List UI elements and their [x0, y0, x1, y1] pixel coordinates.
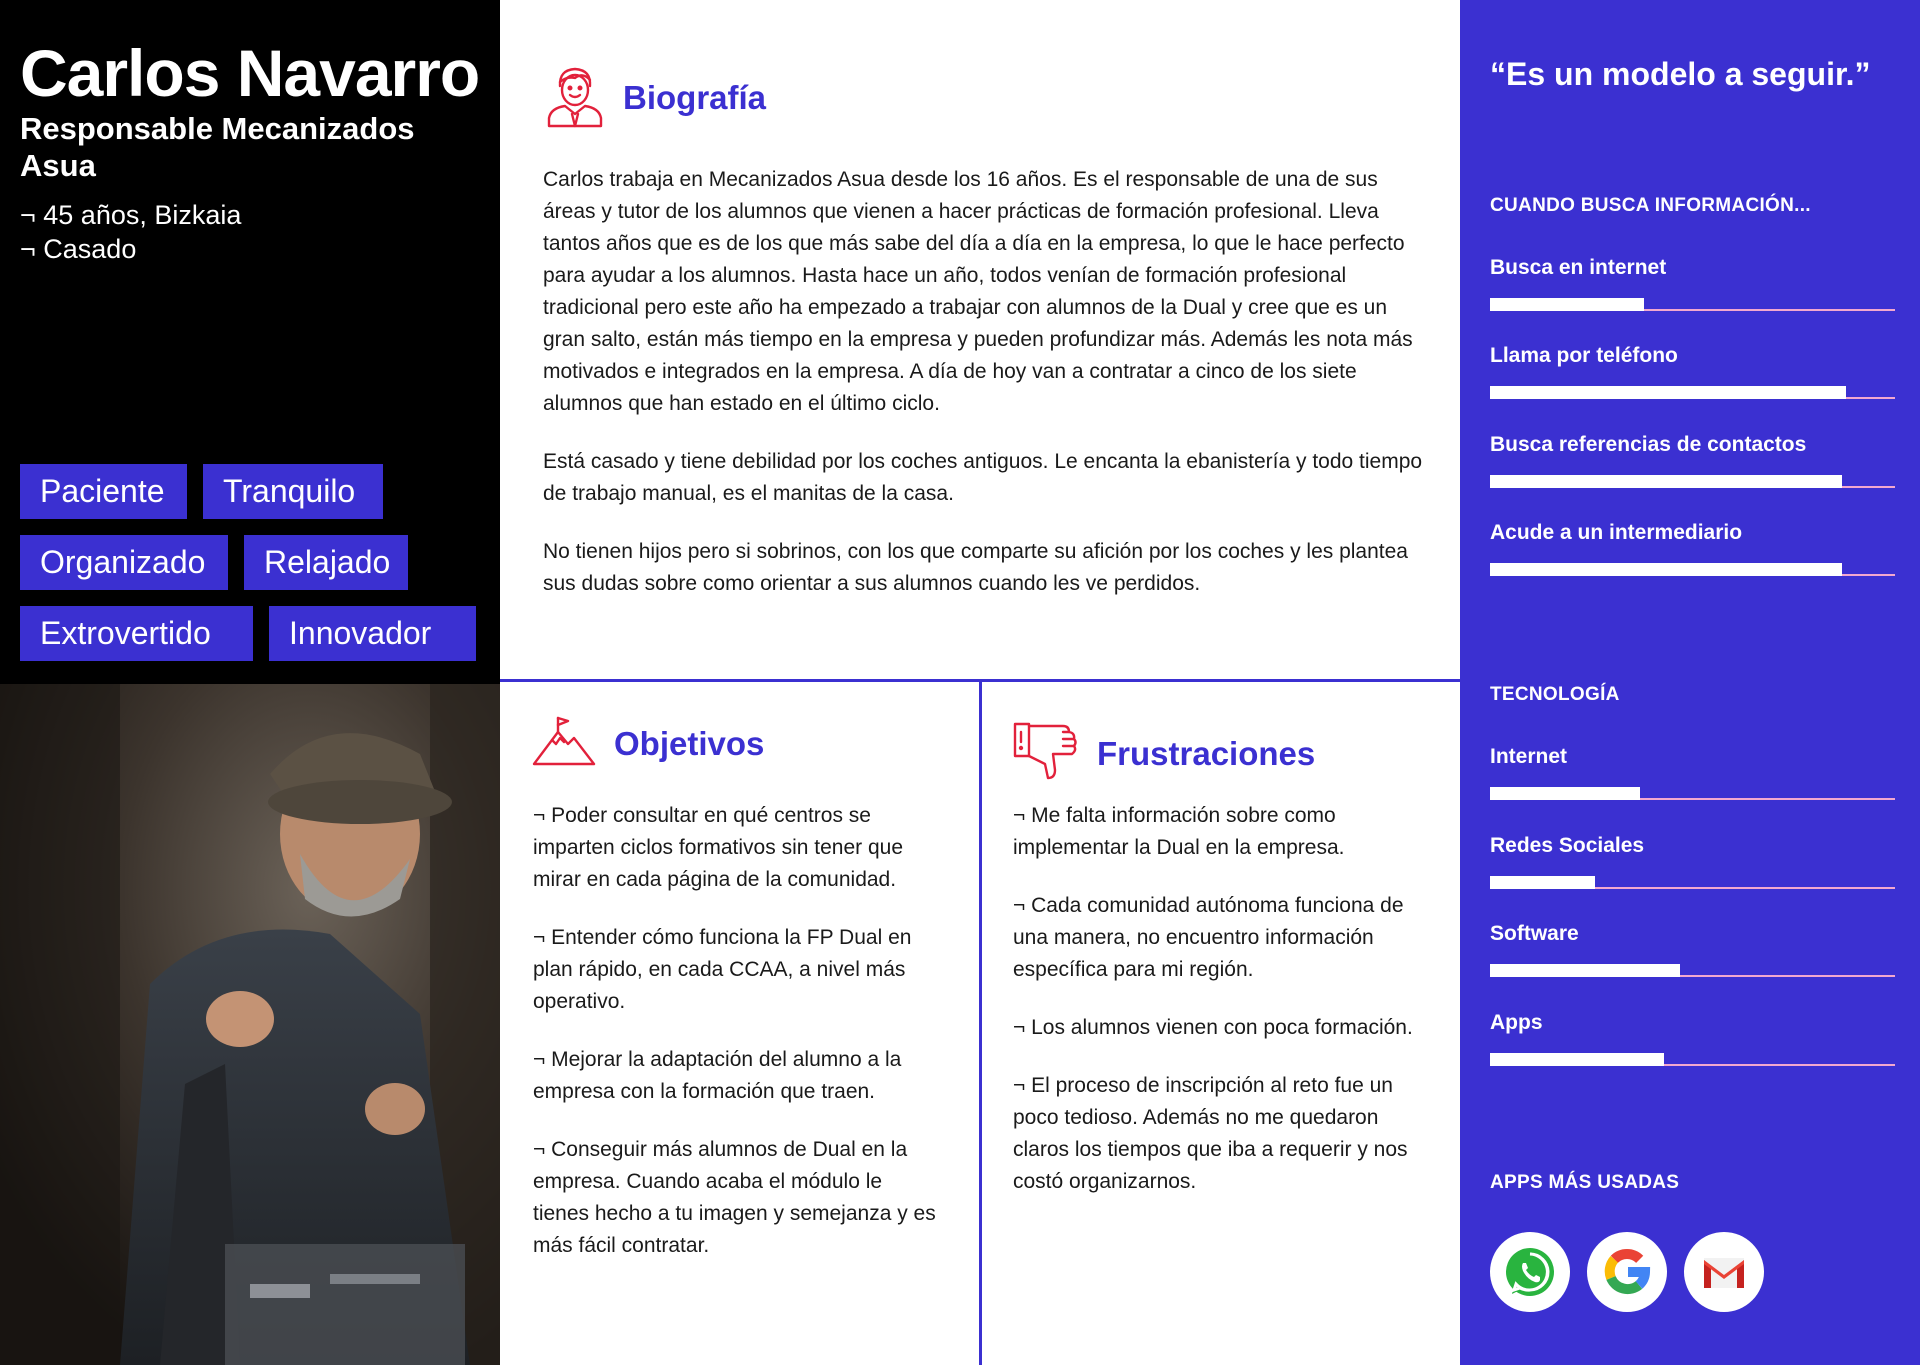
metric-redes-sociales: [1490, 834, 1895, 890]
metric-label: Software: [1490, 922, 1579, 945]
biography-paragraph: Carlos trabaja en Mecanizados Asua desde los 16 años. Es el responsable de una de sus áreas y tutor de los alumnos que vienen a hacer prácticas de formación profesional. Lleva tantos años que es de los que más sabe del día a día en la empresa, lo que le hace perfecto para ayudar a los alumnos. Hasta hace un año, todos venían de formación profesional tradicional pero este año ha empezado a trabajar con alumnos de la Dual y cree que es un gran salto, están más tiempo en la empresa y pueden profundizar más. Además les nota más motivados e integrados en la empresa. A día de hoy van a contratar a cinco de los siete alumnos que han estado en el último ciclo.: [543, 168, 1413, 415]
progress-bar: [1490, 1053, 1895, 1067]
progress-bar: [1490, 876, 1895, 890]
tag-paciente: Paciente: [20, 464, 187, 519]
metric-apps: [1490, 1011, 1895, 1067]
progress-bar: [1490, 563, 1895, 577]
metric-label: Llama por teléfono: [1490, 344, 1678, 367]
tag-innovador: Innovador: [269, 606, 476, 661]
frustrations-title: Frustraciones: [1097, 734, 1316, 772]
biography-paragraph: No tienen hijos pero si sobrinos, con los que comparte su afición por los coches y les plantea sus dudas sobre como orientar a sus alumnos cuando les ve perdidos.: [543, 540, 1408, 595]
list-item: ¬ El proceso de inscripción al reto fue un poco tedioso. Además no me quedaron claros los tiempos que iba a requerir y nos costó organizarnos.: [1013, 1074, 1408, 1193]
metric-busca-internet: [1490, 256, 1895, 312]
metric-label: Internet: [1490, 745, 1568, 768]
list-item: ¬ Me falta información sobre como implementar la Dual en la empresa.: [1013, 804, 1345, 859]
biography-text: [543, 164, 1423, 626]
fact-age-location: ¬ 45 años, Bizkaia: [20, 200, 242, 230]
metric-label: Redes Sociales: [1490, 834, 1645, 857]
info-section-title: CUANDO BUSCA INFORMACIÓN...: [1490, 195, 1811, 216]
column-divider: [979, 679, 982, 1365]
gmail-icon: [1684, 1232, 1764, 1312]
progress-bar: [1490, 964, 1895, 978]
persona-facts: [20, 198, 241, 266]
apps-section-title: APPS MÁS USADAS: [1490, 1172, 1680, 1193]
whatsapp-icon: [1490, 1232, 1570, 1312]
biography-title: Biografía: [623, 78, 767, 116]
metric-internet: [1490, 745, 1895, 801]
tech-section-title: TECNOLOGÍA: [1490, 684, 1620, 705]
metric-referencias-contactos: [1490, 433, 1895, 489]
thumbs-down-icon: [1013, 722, 1079, 785]
progress-bar: [1490, 386, 1895, 400]
tag-extrovertido: Extrovertido: [20, 606, 253, 661]
craftsman-photo: [0, 684, 500, 1365]
metric-llama-telefono: [1490, 344, 1895, 400]
tag-relajado: Relajado: [244, 535, 408, 590]
tag-organizado: Organizado: [20, 535, 228, 590]
apps-list: [1490, 1232, 1764, 1312]
persona-role: Responsable Mecanizados Asua: [20, 111, 415, 183]
list-item: ¬ Mejorar la adaptación del alumno a la empresa con la formación que traen.: [533, 1048, 902, 1103]
list-item: ¬ Conseguir más alumnos de Dual en la empresa. Cuando acaba el módulo le tienes hecho a tu imagen y semejanza y es más fácil contratar.: [533, 1138, 936, 1257]
progress-bar: [1490, 298, 1895, 312]
list-item: ¬ Cada comunidad autónoma funciona de una manera, no encuentro información específica para mi región.: [1013, 894, 1404, 981]
metric-software: [1490, 922, 1895, 978]
metric-label: Busca referencias de contactos: [1490, 433, 1807, 456]
objectives-title: Objetivos: [614, 724, 765, 762]
metric-label: Apps: [1490, 1011, 1543, 1034]
list-item: ¬ Poder consultar en qué centros se imparten ciclos formativos sin tener que mirar en cada página de la comunidad.: [533, 804, 903, 891]
profile-panel: [0, 0, 500, 684]
frustrations-list: [1013, 800, 1423, 1224]
progress-bar: [1490, 475, 1895, 489]
biography-paragraph: Está casado y tiene debilidad por los coches antiguos. Le encanta la ebanistería y todo tiempo de trabajo manual, es el manitas de la casa.: [543, 450, 1423, 505]
metric-label: Busca en internet: [1490, 256, 1667, 279]
tag-tranquilo: Tranquilo: [203, 464, 383, 519]
list-item: ¬ Entender cómo funciona la FP Dual en plan rápido, en cada CCAA, a nivel más operativo.: [533, 926, 912, 1013]
personality-tags: [20, 464, 490, 677]
fact-marital-status: ¬ Casado: [20, 234, 137, 264]
mountain-flag-icon: [532, 716, 596, 771]
objectives-header: [532, 716, 764, 771]
progress-bar: [1490, 787, 1895, 801]
google-icon: [1587, 1232, 1667, 1312]
persona-quote: “Es un modelo a seguir.”: [1490, 56, 1871, 92]
list-item: ¬ Los alumnos vienen con poca formación.: [1013, 1016, 1413, 1039]
content-area: [500, 0, 1460, 1365]
sidebar: [1460, 0, 1920, 1365]
metric-label: Acude a un intermediario: [1490, 521, 1743, 544]
person-icon: [545, 62, 605, 133]
persona-name: Carlos Navarro: [20, 36, 480, 110]
biography-header: [545, 62, 766, 133]
metric-intermediario: [1490, 521, 1895, 577]
objectives-list: [533, 800, 943, 1288]
frustrations-header: [1013, 722, 1315, 785]
